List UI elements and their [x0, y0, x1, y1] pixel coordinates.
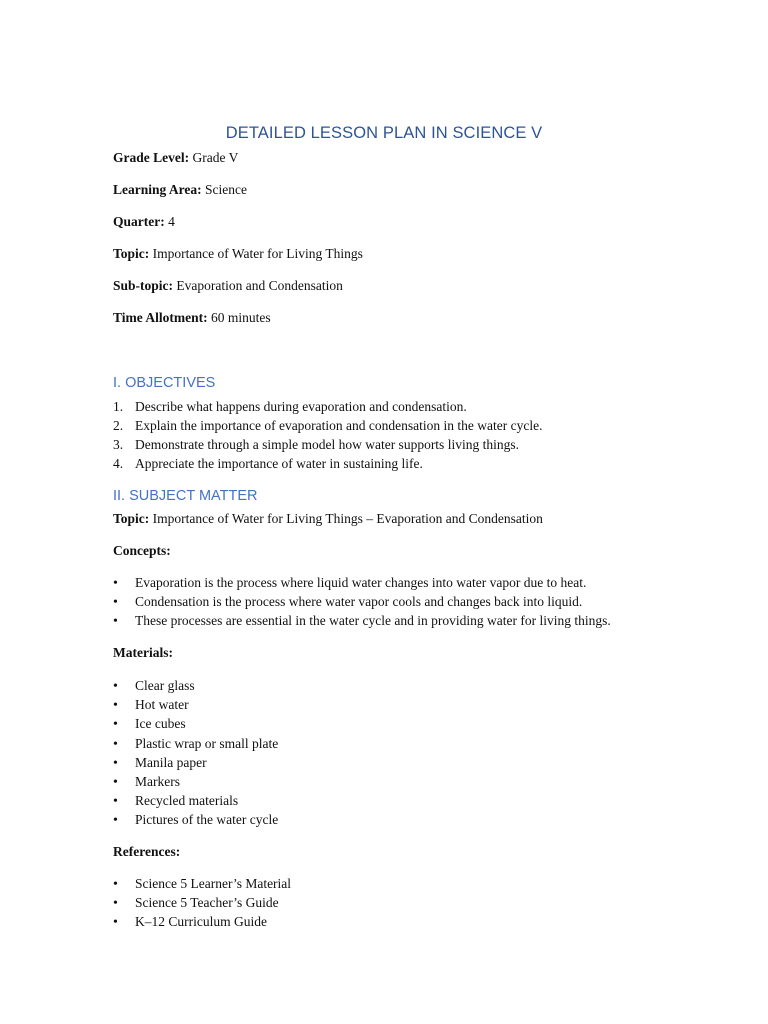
bullet-icon: • [113, 576, 118, 591]
field-label: Topic: [113, 511, 150, 526]
item-text: Condensation is the process where water vapor cools and changes back into liquid. [135, 594, 583, 610]
item-text: Plastic wrap or small plate [135, 735, 279, 751]
item-text: Appreciate the importance of water in sustaining life. [135, 456, 423, 471]
item-text: Markers [135, 773, 180, 789]
list-item [113, 753, 278, 772]
materials-list [113, 676, 278, 830]
bullet-icon: • [113, 774, 118, 790]
bullet-icon: • [113, 736, 118, 752]
concepts-list [113, 573, 611, 631]
bullet-icon: • [113, 915, 118, 931]
field-grade-level [113, 149, 238, 167]
objectives-list [113, 397, 542, 473]
list-item [113, 912, 291, 931]
list-item [113, 874, 291, 893]
materials-label: Materials: [113, 645, 173, 660]
list-item [113, 454, 542, 473]
list-item [113, 893, 291, 912]
references-label: References: [113, 844, 181, 859]
bullet-icon: • [113, 595, 118, 611]
item-number: 2. [113, 418, 124, 433]
field-label: Learning Area: [113, 182, 202, 197]
list-item [113, 714, 278, 733]
list-item [113, 676, 278, 695]
list-item [113, 416, 542, 435]
list-item [113, 573, 611, 592]
field-time-allotment [113, 309, 271, 327]
item-text: These processes are essential in the water cycle and in providing water for living things. [135, 613, 611, 629]
section-heading-objectives: I. OBJECTIVES [113, 375, 216, 391]
item-number: 4. [113, 456, 124, 471]
references-list [113, 874, 291, 932]
list-item [113, 810, 278, 829]
document-title: DETAILED LESSON PLAN IN SCIENCE V [225, 124, 543, 142]
list-item [113, 734, 278, 753]
item-text: Clear glass [135, 678, 195, 693]
item-text: Describe what happens during evaporation and condensation. [135, 399, 467, 414]
field-value: Importance of Water for Living Things [149, 246, 363, 261]
item-text: Hot water [135, 697, 189, 713]
list-item [113, 772, 278, 791]
item-text: Demonstrate through a simple model how water supports living things. [135, 437, 519, 452]
field-value: Evaporation and Condensation [173, 278, 343, 293]
bullet-icon: • [113, 755, 118, 771]
item-text: Recycled materials [135, 793, 239, 809]
section-heading-subject-matter: II. SUBJECT MATTER [113, 488, 258, 504]
field-label: Sub-topic: [113, 278, 174, 293]
list-item [113, 435, 542, 454]
list-item [113, 695, 278, 714]
bullet-icon: • [113, 813, 118, 829]
item-text: Science 5 Teacher’s Guide [135, 895, 279, 911]
list-item [113, 611, 611, 630]
item-text: Pictures of the water cycle [135, 812, 279, 828]
list-item [113, 592, 611, 611]
field-subject-topic [113, 510, 543, 528]
bullet-icon: • [113, 896, 118, 912]
field-learning-area [113, 181, 247, 199]
field-topic [113, 245, 363, 263]
list-item [113, 397, 542, 416]
item-text: Ice cubes [135, 716, 186, 732]
item-text: Evaporation is the process where liquid water changes into water vapor due to heat. [135, 575, 587, 590]
bullet-icon: • [113, 614, 118, 630]
item-number: 3. [113, 437, 124, 452]
item-text: Manila paper [135, 754, 207, 770]
field-sub-topic [113, 277, 343, 295]
field-value: Science [201, 182, 247, 197]
item-text: Explain the importance of evaporation and condensation in the water cycle. [135, 418, 543, 433]
item-number: 1. [113, 399, 124, 414]
field-quarter [113, 213, 175, 231]
field-value: Grade V [189, 150, 239, 165]
field-label: Topic: [113, 246, 150, 261]
item-text: K–12 Curriculum Guide [135, 914, 267, 930]
field-value: 60 minutes [207, 310, 271, 325]
concepts-label: Concepts: [113, 543, 171, 558]
field-label: Quarter: [113, 214, 165, 229]
item-text: Science 5 Learner’s Material [135, 876, 292, 891]
field-label: Grade Level: [113, 150, 190, 165]
bullet-icon: • [113, 717, 118, 733]
bullet-icon: • [113, 877, 118, 892]
field-label: Time Allotment: [113, 310, 208, 325]
bullet-icon: • [113, 794, 118, 810]
field-value: Importance of Water for Living Things – Evaporation and Condensation [149, 511, 543, 526]
field-value: 4 [164, 214, 175, 229]
list-item [113, 791, 278, 810]
bullet-icon: • [113, 679, 118, 694]
bullet-icon: • [113, 698, 118, 714]
